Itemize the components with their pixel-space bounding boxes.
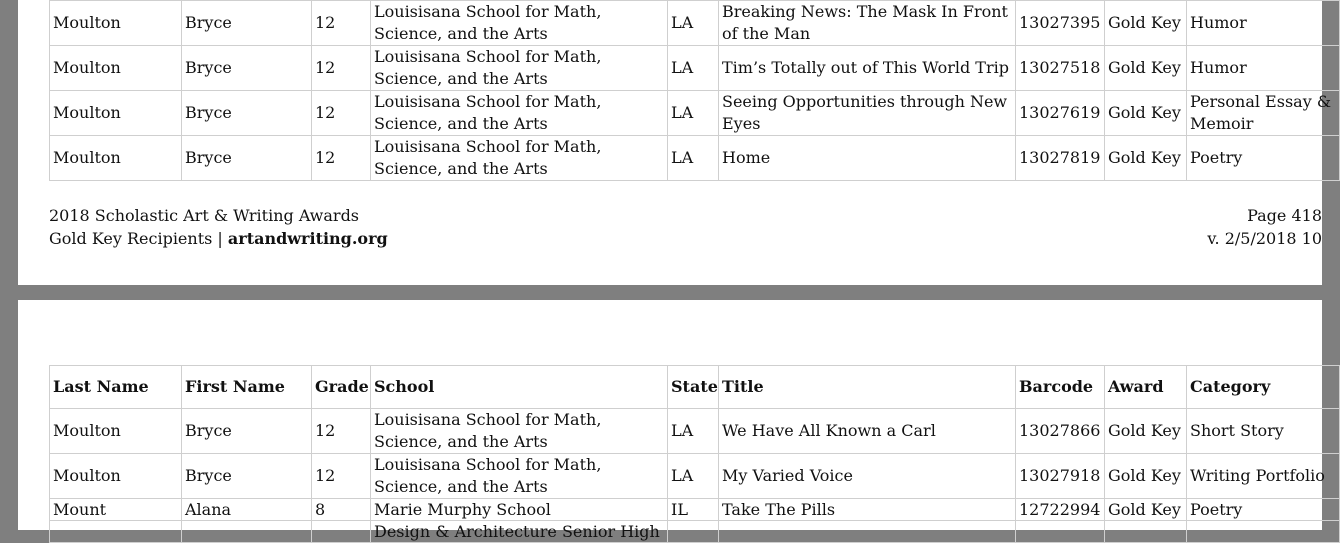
first-name-cell: Bryce bbox=[182, 91, 312, 136]
col-header-category: Category bbox=[1187, 366, 1340, 409]
state-cell bbox=[668, 521, 719, 543]
table-row bbox=[50, 136, 1340, 181]
category-cell: Personal Essay & Memoir bbox=[1187, 91, 1340, 136]
title-cell bbox=[719, 521, 1016, 543]
table-header-row bbox=[50, 366, 1340, 409]
school-cell: Louisisana School for Math, Science, and the Arts bbox=[371, 409, 668, 454]
school-cell: Louisisana School for Math, Science, and the Arts bbox=[371, 46, 668, 91]
category-cell: Short Story bbox=[1187, 409, 1340, 454]
barcode-cell bbox=[1016, 521, 1105, 543]
school-cell: Design & Architecture Senior High bbox=[371, 521, 668, 543]
school-cell: Marie Murphy School bbox=[371, 499, 668, 521]
table-row bbox=[50, 454, 1340, 499]
barcode-cell: 12722994 bbox=[1016, 499, 1105, 521]
first-name-cell: Bryce bbox=[182, 136, 312, 181]
grade-cell: 12 bbox=[312, 454, 371, 499]
state-cell: LA bbox=[668, 136, 719, 181]
school-cell: Louisisana School for Math, Science, and the Arts bbox=[371, 91, 668, 136]
grade-cell: 12 bbox=[312, 409, 371, 454]
barcode-cell: 13027619 bbox=[1016, 91, 1105, 136]
col-header-first-name: First Name bbox=[182, 366, 312, 409]
award-cell: Gold Key bbox=[1105, 46, 1187, 91]
col-header-grade: Grade bbox=[312, 366, 371, 409]
title-cell: Seeing Opportunities through New Eyes bbox=[719, 91, 1016, 136]
award-cell: Gold Key bbox=[1105, 454, 1187, 499]
recipients-table-page-2 bbox=[49, 365, 1340, 543]
col-header-award: Award bbox=[1105, 366, 1187, 409]
last-name-cell: Moulton bbox=[50, 136, 182, 181]
school-cell: Louisisana School for Math, Science, and the Arts bbox=[371, 136, 668, 181]
col-header-last-name: Last Name bbox=[50, 366, 182, 409]
first-name-cell: Bryce bbox=[182, 1, 312, 46]
title-cell: My Varied Voice bbox=[719, 454, 1016, 499]
recipients-table-page-1 bbox=[49, 0, 1340, 181]
title-cell: Take The Pills bbox=[719, 499, 1016, 521]
first-name-cell: Alana bbox=[182, 499, 312, 521]
document-page-2 bbox=[18, 300, 1325, 541]
grade-cell: 12 bbox=[312, 91, 371, 136]
last-name-cell: Moulton bbox=[50, 91, 182, 136]
barcode-cell: 13027395 bbox=[1016, 1, 1105, 46]
grade-cell: 8 bbox=[312, 499, 371, 521]
first-name-cell: Bryce bbox=[182, 46, 312, 91]
award-cell: Gold Key bbox=[1105, 1, 1187, 46]
title-cell: We Have All Known a Carl bbox=[719, 409, 1016, 454]
title-cell: Home bbox=[719, 136, 1016, 181]
category-cell bbox=[1187, 521, 1340, 543]
table-row bbox=[50, 521, 1340, 543]
grade-cell: 12 bbox=[312, 1, 371, 46]
footer-left bbox=[49, 204, 388, 250]
col-header-school: School bbox=[371, 366, 668, 409]
last-name-cell: Moulton bbox=[50, 409, 182, 454]
grade-cell: 12 bbox=[312, 46, 371, 91]
table-row bbox=[50, 1, 1340, 46]
state-cell: LA bbox=[668, 409, 719, 454]
last-name-cell: Moulton bbox=[50, 454, 182, 499]
category-cell: Poetry bbox=[1187, 136, 1340, 181]
category-cell: Humor bbox=[1187, 1, 1340, 46]
award-cell: Gold Key bbox=[1105, 91, 1187, 136]
col-header-state: State bbox=[668, 366, 719, 409]
state-cell: IL bbox=[668, 499, 719, 521]
table-row bbox=[50, 499, 1340, 521]
footer-recipients-label: Gold Key Recipients | bbox=[49, 229, 228, 248]
first-name-cell: Bryce bbox=[182, 454, 312, 499]
last-name-cell bbox=[50, 521, 182, 543]
col-header-title: Title bbox=[719, 366, 1016, 409]
table-row bbox=[50, 91, 1340, 136]
barcode-cell: 13027866 bbox=[1016, 409, 1105, 454]
table-row bbox=[50, 46, 1340, 91]
school-cell: Louisisana School for Math, Science, and the Arts bbox=[371, 1, 668, 46]
last-name-cell: Mount bbox=[50, 499, 182, 521]
state-cell: LA bbox=[668, 1, 719, 46]
award-cell: Gold Key bbox=[1105, 136, 1187, 181]
award-cell bbox=[1105, 521, 1187, 543]
footer-site-link[interactable]: artandwriting.org bbox=[227, 229, 388, 248]
state-cell: LA bbox=[668, 454, 719, 499]
barcode-cell: 13027518 bbox=[1016, 46, 1105, 91]
table-row bbox=[50, 409, 1340, 454]
barcode-cell: 13027918 bbox=[1016, 454, 1105, 499]
state-cell: LA bbox=[668, 46, 719, 91]
last-name-cell: Moulton bbox=[50, 1, 182, 46]
award-cell: Gold Key bbox=[1105, 409, 1187, 454]
last-name-cell: Moulton bbox=[50, 46, 182, 91]
version-date: v. 2/5/2018 10 bbox=[1207, 229, 1322, 248]
col-header-barcode: Barcode bbox=[1016, 366, 1105, 409]
footer-subtitle bbox=[49, 227, 388, 250]
barcode-cell: 13027819 bbox=[1016, 136, 1105, 181]
title-cell: Tim’s Totally out of This World Trip bbox=[719, 46, 1016, 91]
footer-right bbox=[1207, 204, 1322, 250]
grade-cell: 12 bbox=[312, 136, 371, 181]
document-page-1 bbox=[18, 0, 1332, 285]
category-cell: Poetry bbox=[1187, 499, 1340, 521]
title-cell: Breaking News: The Mask In Front of the Man bbox=[719, 1, 1016, 46]
footer-title: 2018 Scholastic Art & Writing Awards bbox=[49, 206, 360, 225]
page-number: Page 418 bbox=[1247, 206, 1322, 225]
category-cell: Writing Portfolio bbox=[1187, 454, 1340, 499]
award-cell: Gold Key bbox=[1105, 499, 1187, 521]
category-cell: Humor bbox=[1187, 46, 1340, 91]
grade-cell bbox=[312, 521, 371, 543]
school-cell: Louisisana School for Math, Science, and the Arts bbox=[371, 454, 668, 499]
first-name-cell: Bryce bbox=[182, 409, 312, 454]
state-cell: LA bbox=[668, 91, 719, 136]
first-name-cell bbox=[182, 521, 312, 543]
